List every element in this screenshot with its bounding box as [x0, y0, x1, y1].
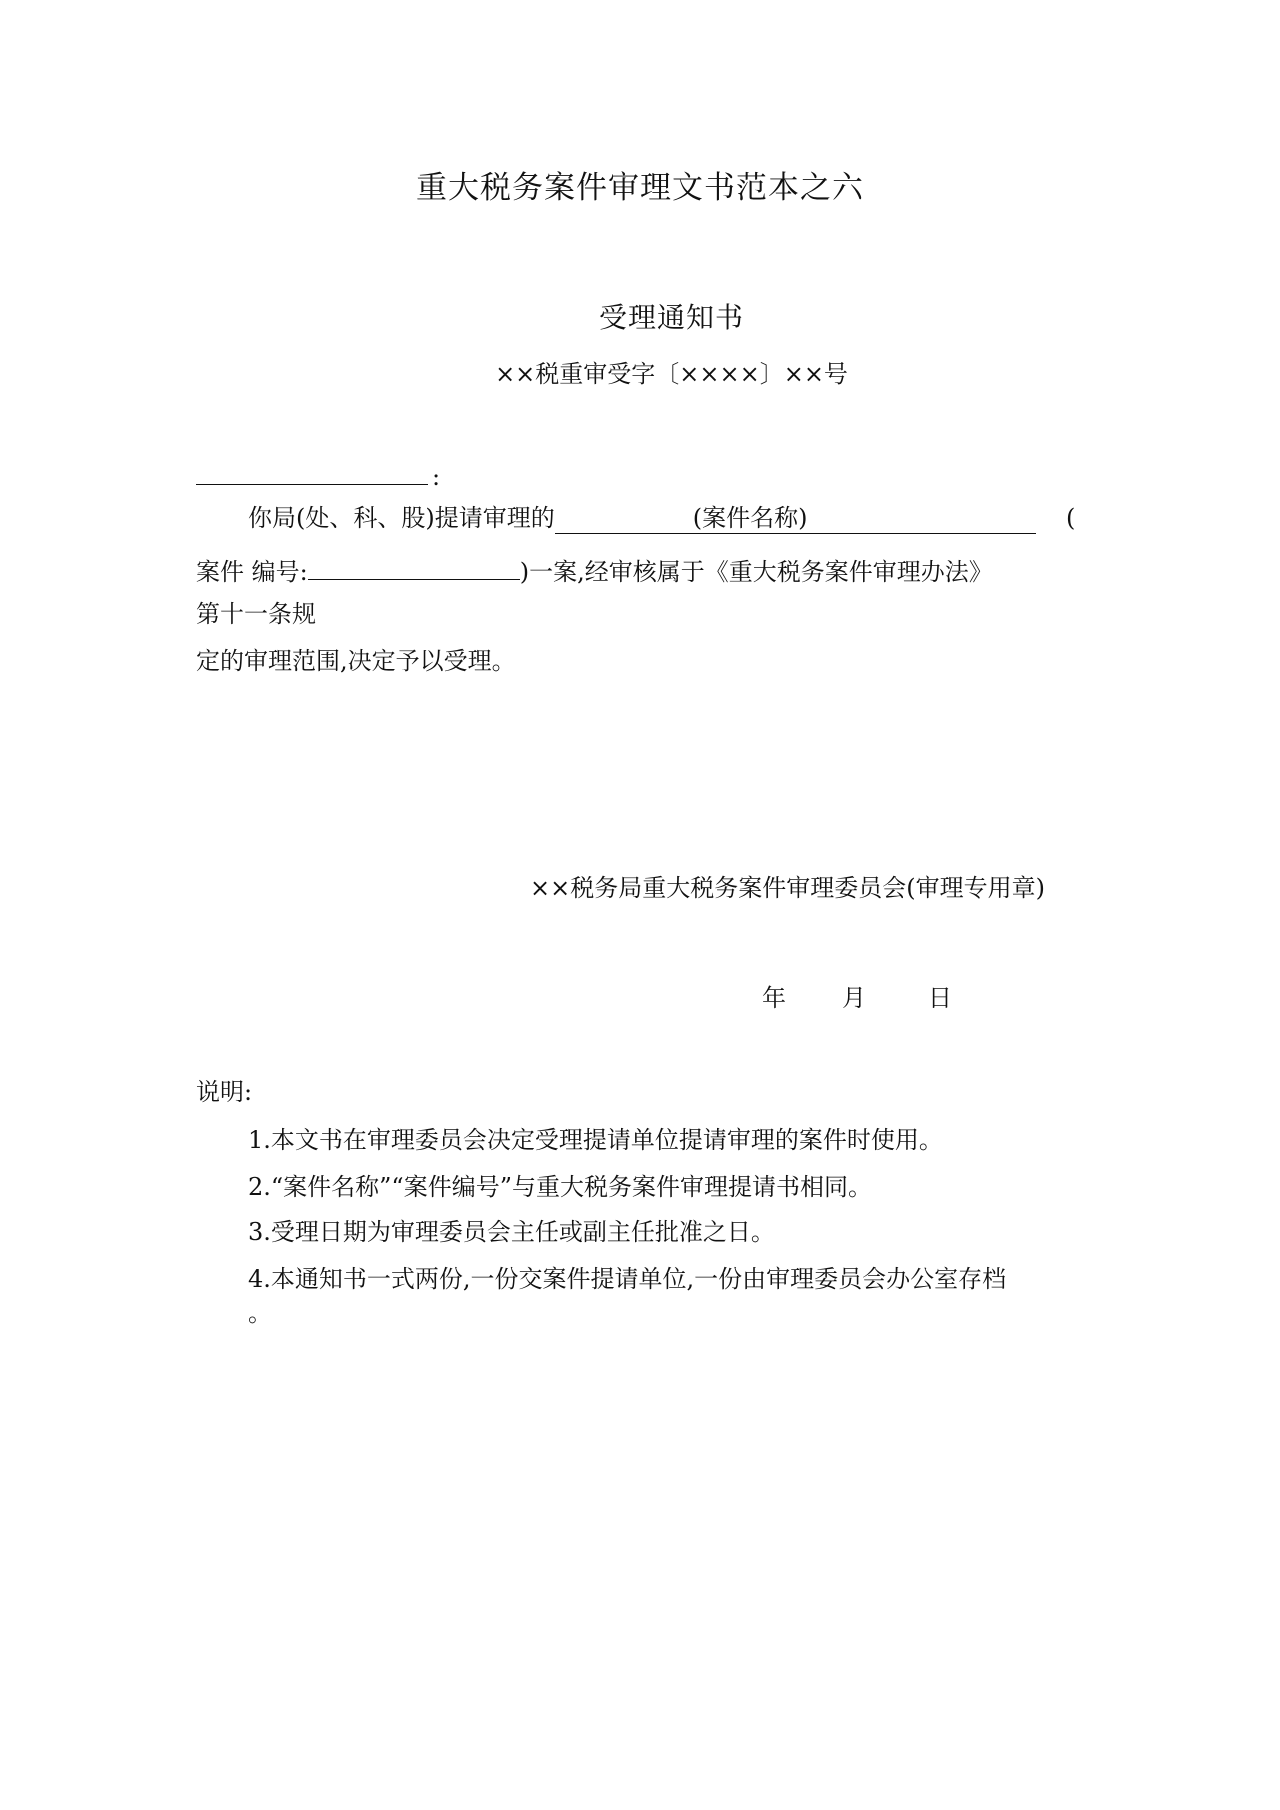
body-line2-suffix: )一案,经审核属于《重大税务案件审理办法》 [519, 558, 993, 586]
case-number-blank [308, 553, 520, 580]
salutation-colon: : [432, 463, 441, 491]
body-line1-suffix: ( [1066, 504, 1076, 532]
note-item-2: 2.“案件名称”“案件编号”与重大税务案件审理提请书相同。 [248, 1173, 872, 1201]
date-year: 年 [762, 984, 786, 1012]
notice-title: 受理通知书 [598, 301, 744, 334]
note-item-4: 4.本通知书一式两份,一份交案件提请单位,一份由审理委员会办公室存档 [248, 1265, 1007, 1293]
note-item-3: 3.受理日期为审理委员会主任或副主任批准之日。 [248, 1218, 775, 1246]
body-line-3: 第十一条规 [196, 600, 316, 628]
note-item-1: 1.本文书在审理委员会决定受理提请单位提请审理的案件时使用。 [248, 1126, 943, 1154]
body-line-1 [248, 502, 1036, 534]
signature-committee: ××税务局重大税务案件审理委员会(审理专用章) [530, 874, 1045, 902]
note-item-4-continuation: 。 [248, 1299, 272, 1327]
body-line-4: 定的审理范围,决定予以受理。 [196, 647, 516, 675]
body-line-2 [196, 553, 993, 588]
document-title: 重大税务案件审理文书范本之六 [416, 170, 864, 206]
document-number: ××税重审受字〔××××〕××号 [495, 360, 848, 388]
notes-heading: 说明: [196, 1078, 253, 1106]
date-month: 月 [842, 984, 866, 1012]
case-name-blank [555, 503, 1036, 534]
salutation-line [196, 458, 440, 493]
recipient-blank [196, 458, 428, 485]
case-number-label: 案件 编号: [196, 558, 308, 586]
date-day: 日 [928, 984, 952, 1012]
body-line1-prefix: 你局(处、科、股)提请审理的 [248, 504, 555, 532]
case-name-hint: (案件名称) [692, 504, 808, 532]
